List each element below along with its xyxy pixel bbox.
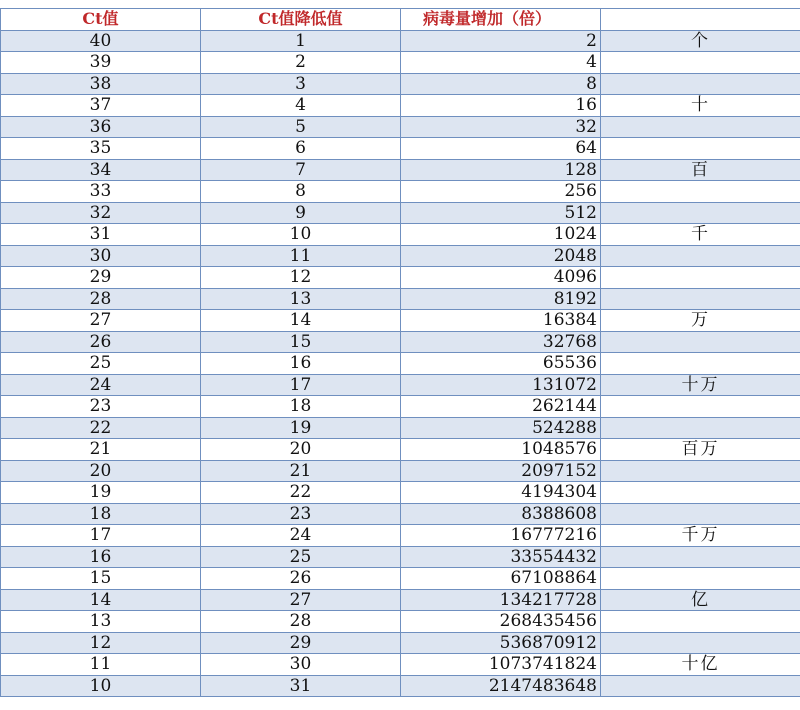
ct-value-cell: 13 xyxy=(1,611,201,633)
magnitude-cell xyxy=(601,267,800,289)
viral-load-fold-cell: 1024 xyxy=(401,224,601,246)
ct-drop-cell: 31 xyxy=(201,675,401,697)
ct-drop-cell: 20 xyxy=(201,439,401,461)
ct-value-cell: 34 xyxy=(1,159,201,181)
magnitude-cell: 十亿 xyxy=(601,654,800,676)
magnitude-cell xyxy=(601,546,800,568)
ct-drop-cell: 7 xyxy=(201,159,401,181)
viral-load-fold-cell: 32768 xyxy=(401,331,601,353)
ct-value-cell: 20 xyxy=(1,460,201,482)
viral-load-fold-cell: 8388608 xyxy=(401,503,601,525)
magnitude-cell xyxy=(601,73,800,95)
magnitude-cell: 十万 xyxy=(601,374,800,396)
ct-drop-cell: 30 xyxy=(201,654,401,676)
magnitude-cell: 亿 xyxy=(601,589,800,611)
magnitude-cell xyxy=(601,675,800,697)
ct-value-cell: 33 xyxy=(1,181,201,203)
ct-drop-cell: 8 xyxy=(201,181,401,203)
ct-value-cell: 17 xyxy=(1,525,201,547)
viral-load-fold-cell: 4 xyxy=(401,52,601,74)
ct-value-cell: 32 xyxy=(1,202,201,224)
table-row xyxy=(1,224,800,246)
viral-load-fold-cell: 32 xyxy=(401,116,601,138)
magnitude-cell xyxy=(601,611,800,633)
magnitude-cell xyxy=(601,181,800,203)
ct-drop-cell: 27 xyxy=(201,589,401,611)
viral-load-fold-cell: 2097152 xyxy=(401,460,601,482)
ct-drop-cell: 25 xyxy=(201,546,401,568)
ct-value-cell: 11 xyxy=(1,654,201,676)
magnitude-cell xyxy=(601,202,800,224)
ct-drop-cell: 9 xyxy=(201,202,401,224)
viral-load-fold-cell: 16777216 xyxy=(401,525,601,547)
ct-drop-cell: 13 xyxy=(201,288,401,310)
ct-value-cell: 12 xyxy=(1,632,201,654)
viral-load-fold-cell: 1073741824 xyxy=(401,654,601,676)
table-row xyxy=(1,417,800,439)
ct-value-cell: 19 xyxy=(1,482,201,504)
viral-load-fold-cell: 65536 xyxy=(401,353,601,375)
table-row xyxy=(1,589,800,611)
viral-load-fold-cell: 2 xyxy=(401,30,601,52)
table-row xyxy=(1,267,800,289)
ct-value-cell: 37 xyxy=(1,95,201,117)
ct-value-cell: 28 xyxy=(1,288,201,310)
header-viral-load-fold: 病毒量增加（倍） xyxy=(401,9,601,31)
ct-drop-cell: 5 xyxy=(201,116,401,138)
table-row xyxy=(1,159,800,181)
ct-drop-cell: 15 xyxy=(201,331,401,353)
magnitude-cell xyxy=(601,460,800,482)
magnitude-cell: 千 xyxy=(601,224,800,246)
ct-drop-cell: 4 xyxy=(201,95,401,117)
ct-value-cell: 18 xyxy=(1,503,201,525)
table-row xyxy=(1,310,800,332)
magnitude-cell: 千万 xyxy=(601,525,800,547)
header-row xyxy=(1,9,800,31)
viral-load-fold-cell: 134217728 xyxy=(401,589,601,611)
ct-drop-cell: 21 xyxy=(201,460,401,482)
table-row xyxy=(1,439,800,461)
table-row xyxy=(1,52,800,74)
ct-drop-cell: 22 xyxy=(201,482,401,504)
magnitude-cell xyxy=(601,632,800,654)
ct-value-table xyxy=(0,8,800,697)
ct-value-cell: 23 xyxy=(1,396,201,418)
magnitude-cell xyxy=(601,331,800,353)
ct-value-cell: 29 xyxy=(1,267,201,289)
viral-load-fold-cell: 1048576 xyxy=(401,439,601,461)
ct-value-cell: 10 xyxy=(1,675,201,697)
ct-value-cell: 40 xyxy=(1,30,201,52)
viral-load-fold-cell: 268435456 xyxy=(401,611,601,633)
header-ct-value: Ct值 xyxy=(1,9,201,31)
table-row xyxy=(1,460,800,482)
table-row xyxy=(1,181,800,203)
ct-drop-cell: 10 xyxy=(201,224,401,246)
magnitude-cell xyxy=(601,288,800,310)
table-row xyxy=(1,138,800,160)
magnitude-cell xyxy=(601,245,800,267)
magnitude-cell: 万 xyxy=(601,310,800,332)
ct-drop-cell: 16 xyxy=(201,353,401,375)
viral-load-fold-cell: 2048 xyxy=(401,245,601,267)
magnitude-cell: 百万 xyxy=(601,439,800,461)
ct-drop-cell: 26 xyxy=(201,568,401,590)
viral-load-fold-cell: 512 xyxy=(401,202,601,224)
magnitude-cell xyxy=(601,417,800,439)
table-row xyxy=(1,654,800,676)
ct-value-cell: 27 xyxy=(1,310,201,332)
viral-load-fold-cell: 536870912 xyxy=(401,632,601,654)
ct-value-cell: 21 xyxy=(1,439,201,461)
ct-value-cell: 26 xyxy=(1,331,201,353)
ct-value-cell: 25 xyxy=(1,353,201,375)
table-row xyxy=(1,396,800,418)
table-row xyxy=(1,30,800,52)
ct-drop-cell: 18 xyxy=(201,396,401,418)
ct-value-cell: 30 xyxy=(1,245,201,267)
ct-value-cell: 16 xyxy=(1,546,201,568)
header-magnitude xyxy=(601,9,800,31)
ct-drop-cell: 28 xyxy=(201,611,401,633)
ct-drop-cell: 3 xyxy=(201,73,401,95)
viral-load-fold-cell: 16 xyxy=(401,95,601,117)
viral-load-fold-cell: 33554432 xyxy=(401,546,601,568)
viral-load-fold-cell: 262144 xyxy=(401,396,601,418)
table-row xyxy=(1,353,800,375)
table-row xyxy=(1,611,800,633)
viral-load-fold-cell: 67108864 xyxy=(401,568,601,590)
table-header xyxy=(1,9,800,31)
ct-value-cell: 15 xyxy=(1,568,201,590)
ct-drop-cell: 29 xyxy=(201,632,401,654)
ct-value-cell: 38 xyxy=(1,73,201,95)
ct-value-cell: 35 xyxy=(1,138,201,160)
ct-drop-cell: 2 xyxy=(201,52,401,74)
ct-drop-cell: 14 xyxy=(201,310,401,332)
table-row xyxy=(1,525,800,547)
magnitude-cell xyxy=(601,52,800,74)
ct-drop-cell: 11 xyxy=(201,245,401,267)
magnitude-cell: 百 xyxy=(601,159,800,181)
ct-drop-cell: 12 xyxy=(201,267,401,289)
ct-drop-cell: 6 xyxy=(201,138,401,160)
magnitude-cell xyxy=(601,568,800,590)
ct-drop-cell: 24 xyxy=(201,525,401,547)
viral-load-fold-cell: 8 xyxy=(401,73,601,95)
ct-value-cell: 14 xyxy=(1,589,201,611)
magnitude-cell xyxy=(601,353,800,375)
ct-value-cell: 24 xyxy=(1,374,201,396)
table-row xyxy=(1,245,800,267)
table-row xyxy=(1,288,800,310)
magnitude-cell xyxy=(601,138,800,160)
table-row xyxy=(1,546,800,568)
viral-load-fold-cell: 256 xyxy=(401,181,601,203)
magnitude-cell xyxy=(601,482,800,504)
magnitude-cell: 个 xyxy=(601,30,800,52)
magnitude-cell xyxy=(601,396,800,418)
ct-drop-cell: 23 xyxy=(201,503,401,525)
viral-load-fold-cell: 16384 xyxy=(401,310,601,332)
viral-load-fold-cell: 64 xyxy=(401,138,601,160)
ct-value-cell: 31 xyxy=(1,224,201,246)
viral-load-fold-cell: 4096 xyxy=(401,267,601,289)
table-row xyxy=(1,331,800,353)
ct-drop-cell: 17 xyxy=(201,374,401,396)
viral-load-fold-cell: 8192 xyxy=(401,288,601,310)
magnitude-cell: 十 xyxy=(601,95,800,117)
table-row xyxy=(1,116,800,138)
ct-value-cell: 39 xyxy=(1,52,201,74)
ct-value-cell: 22 xyxy=(1,417,201,439)
viral-load-fold-cell: 131072 xyxy=(401,374,601,396)
ct-drop-cell: 1 xyxy=(201,30,401,52)
table-row xyxy=(1,568,800,590)
table-body xyxy=(1,30,800,697)
ct-value-cell: 36 xyxy=(1,116,201,138)
magnitude-cell xyxy=(601,503,800,525)
viral-load-fold-cell: 4194304 xyxy=(401,482,601,504)
table-row xyxy=(1,73,800,95)
table-row xyxy=(1,503,800,525)
viral-load-fold-cell: 128 xyxy=(401,159,601,181)
table-row xyxy=(1,374,800,396)
table-row xyxy=(1,632,800,654)
viral-load-fold-cell: 524288 xyxy=(401,417,601,439)
magnitude-cell xyxy=(601,116,800,138)
header-ct-drop: Ct值降低值 xyxy=(201,9,401,31)
table-row xyxy=(1,675,800,697)
table-row xyxy=(1,95,800,117)
ct-drop-cell: 19 xyxy=(201,417,401,439)
viral-load-fold-cell: 2147483648 xyxy=(401,675,601,697)
table-row xyxy=(1,482,800,504)
table-row xyxy=(1,202,800,224)
